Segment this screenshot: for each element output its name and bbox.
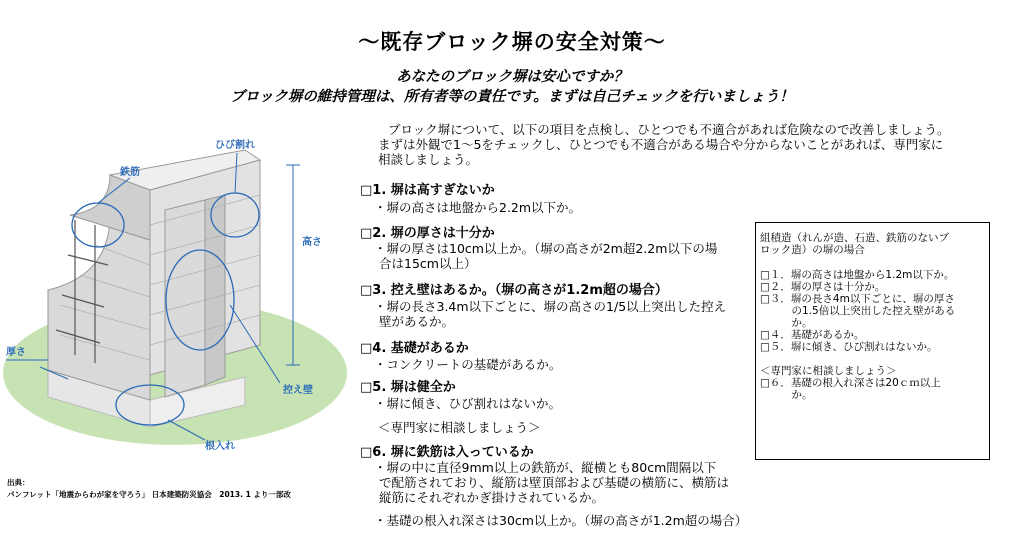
label-buttress: 控え壁 bbox=[283, 385, 313, 396]
label-thickness: 厚さ bbox=[6, 347, 26, 358]
check-4-text: ・コンクリートの基礎があるか。 bbox=[374, 357, 562, 372]
check-1-text: ・塀の高さは地盤から2.2m以下か。 bbox=[374, 200, 582, 215]
check-6-heading: □6. 塀に鉄筋は入っているか bbox=[360, 445, 534, 460]
box-item-3: □３．塀の長さ4m以下ごとに、塀の厚さ bbox=[760, 293, 955, 305]
block-wall-diagram bbox=[0, 115, 355, 475]
label-crack: ひび割れ bbox=[215, 140, 255, 151]
check-2-heading: □2. 塀の厚さは十分か bbox=[360, 226, 495, 241]
box-consult: ＜専門家に相談しましょう＞ bbox=[760, 365, 897, 377]
check-3-heading: □3. 控え壁はあるか。（塀の高さが1.2m超の場合） bbox=[360, 283, 668, 298]
check-3-text: 壁があるか。 bbox=[379, 314, 455, 329]
box-item-5: □５．塀に傾き、ひび割れはないか。 bbox=[760, 341, 938, 353]
label-embed: 根入れ bbox=[205, 441, 235, 452]
check-4-heading: □4. 基礎があるか bbox=[360, 341, 469, 356]
check-2-text: ・塀の厚さは10cm以上か。（塀の高さが2m超2.2m以下の場 bbox=[374, 241, 718, 256]
check-2-text: 合は15cm以上） bbox=[379, 256, 477, 271]
label-height: 高さ bbox=[302, 237, 322, 248]
main-wall bbox=[48, 215, 150, 400]
check-6-text: ・塀の中に直径9mm以上の鉄筋が、縦横とも80cm間隔以下 bbox=[374, 460, 717, 475]
intro-line: ブロック塀について、以下の項目を点検し、ひとつでも不適合があれば危険なので改善しましょう。 bbox=[388, 122, 950, 137]
consult-label: ＜専門家に相談しましょう＞ bbox=[378, 420, 541, 435]
source-citation: パンフレット「地震からわが家を守ろう」 日本建築防災協会 2013. 1 より一部改 bbox=[7, 490, 291, 499]
subtitle-question: あなたのブロック塀は安心ですか？ bbox=[396, 69, 628, 85]
box-item-6: □６．基礎の根入れ深さは20ｃｍ以上 bbox=[760, 377, 941, 389]
check-1-heading: □1. 塀は高すぎないか bbox=[360, 183, 495, 198]
intro-line: 相談しましょう。 bbox=[378, 152, 479, 167]
box-item-3: か。 bbox=[760, 317, 813, 329]
intro-line: まずは外観で1〜5をチェックし、ひとつでも不適合がある場合や分からないことがあれば、専門家に bbox=[378, 137, 944, 152]
subtitle-responsibility: ブロック塀の維持管理は、所有者等の責任です。まずは自己チェックを行いましょう！ bbox=[230, 89, 794, 105]
page-title: 〜既存ブロック塀の安全対策〜 bbox=[358, 30, 666, 54]
masonry-wall-box bbox=[755, 222, 990, 460]
check-5-heading: □5. 塀は健全か bbox=[360, 380, 456, 395]
box-item-3: の1.5倍以上突出した控え壁がある bbox=[760, 305, 956, 317]
box-item-2: □２．塀の厚さは十分か。 bbox=[760, 281, 886, 293]
label-rebar: 鉄筋 bbox=[120, 167, 140, 178]
check-3-text: ・塀の長さ3.4m以下ごとに、塀の高さの1/5以上突出した控え bbox=[374, 299, 727, 314]
buttress bbox=[165, 200, 205, 397]
check-6-text: ・基礎の根入れ深さは30cm以上か。（塀の高さが1.2m超の場合） bbox=[374, 513, 748, 528]
box-item-1: □１．塀の高さは地盤から1.2m以下か。 bbox=[760, 269, 955, 281]
check-5-text: ・塀に傾き、ひび割れはないか。 bbox=[374, 396, 562, 411]
box-heading: 組積造（れんが造、石造、鉄筋のないブ bbox=[760, 232, 949, 244]
box-item-4: □４．基礎があるか。 bbox=[760, 329, 865, 341]
box-heading: ロック造）の塀の場合 bbox=[760, 244, 865, 256]
check-6-text: で配筋されており、縦筋は壁頂部および基礎の横筋に、横筋は bbox=[379, 475, 730, 490]
check-6-text: 縦筋にそれぞれかぎ掛けされているか。 bbox=[379, 490, 605, 505]
source-label: 出典： bbox=[7, 478, 30, 487]
box-item-6: か。 bbox=[760, 389, 813, 401]
